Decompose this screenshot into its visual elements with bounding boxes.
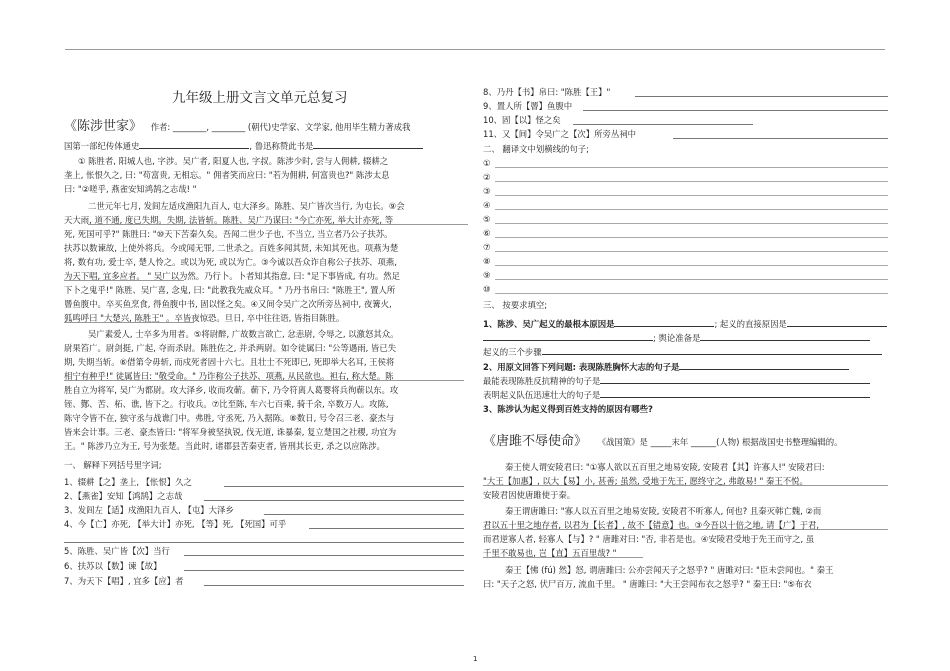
translation-line[interactable]: [495, 181, 888, 182]
answer-blank[interactable]: [787, 318, 887, 327]
translation-line[interactable]: [495, 195, 888, 196]
translation-line[interactable]: [495, 223, 888, 224]
section-title-chenshe: 《陈涉世家》: [64, 119, 143, 134]
tangju-paragraph-3-line: 秦王【怫 (fú) 然】怒, 谓唐雎曰: 公亦尝闻天子之怒乎? " 唐雎对曰: "臣未尝闻也。" 秦王: [505, 565, 834, 575]
section-title-tangju: 《唐雎不辱使命》: [483, 434, 588, 449]
vocab-question: 4、今【亡】亦死, 【举大计】亦死, 【等】死, 【死国】可乎: [64, 519, 287, 529]
sentence-underline: [64, 280, 184, 281]
tangju-paragraph-1-line: 秦王使人谓安陵君曰: "①寡人欲以五百里之地易安陵, 安陵君【其】许寡人!" 安陵君曰:: [505, 462, 825, 472]
answer-line[interactable]: [573, 124, 753, 125]
translation-line[interactable]: [495, 167, 888, 168]
sentence-underline: [483, 485, 888, 486]
sentence-underline: [64, 322, 194, 323]
vocab-question: 2、【燕雀】安知【鸿鹄】之志哉: [64, 491, 183, 501]
translation-number: ⑧: [483, 256, 491, 266]
paragraph-3-line: 铚、酂、苦、柘、谯, 皆下之。行收兵。⑦比至陈, 车六七百乘, 骑千余, 卒数万人。攻陈,: [64, 399, 389, 409]
vocab-question: 11、又【间】令吴广之【次】所旁丛祠中: [483, 129, 637, 139]
tangju-paragraph-2-line: 千里不敢易也, 岂【直】五百里哉? ": [483, 548, 617, 558]
answer-line[interactable]: [309, 528, 464, 529]
answer-line[interactable]: [673, 138, 888, 139]
tangju-intro: 《战国策》是 _____末年 ______(人物) 根据战国史书整理编辑的。: [597, 437, 843, 447]
paragraph-2-line: 罾鱼腹中。卒买鱼烹食, 得鱼腹中书, 固以怪之矣。④又间令吴广之次所旁丛祠中, 夜篝火,: [64, 299, 392, 309]
page-number: 1: [473, 655, 478, 663]
answer-line[interactable]: [224, 486, 464, 487]
vocab-question: 7、为天下【唱】, 宜多【应】者: [64, 576, 184, 586]
fill-question-2: 2、用原文回答下列问题: 表现陈胜胸怀大志的句子是: [483, 361, 849, 373]
page-top-rule: [65, 49, 885, 50]
paragraph-2-line: 为天下唱, 宜多应者。 " 吴广以为然。乃行卜。卜者知其指意, 曰: "足下事皆成, 有功。然足: [64, 271, 400, 281]
paragraph-1-line: 曰: "②嗟乎, 燕雀安知鸿鹄之志哉! ": [64, 184, 197, 194]
fill-question-2: 最能表现陈胜反抗精神的句子是: [483, 375, 870, 387]
fill-question-1: 1、陈涉、吴广起义的最根本原因是 ; 起义的直接原因是: [483, 318, 887, 330]
paragraph-3-line: 王。" 陈涉乃立为王, 号为张楚。当此时, 诸郡县苦秦吏者, 皆刑其长吏, 杀之以应陈涉。: [64, 441, 385, 451]
translation-number: ④: [483, 200, 491, 210]
section3-heading: 三、 按要求填空;: [483, 300, 548, 310]
answer-blank[interactable]: [600, 389, 870, 398]
answer-blank[interactable]: [614, 318, 714, 327]
translation-number: ⑩: [483, 284, 491, 294]
sentence-underline: [483, 529, 888, 530]
tangju-paragraph-2-line: 而君逆寡人者, 轻寡人【与】? " 唐雎对曰: "否, 非若是也。④安陵君受地于先王而守之, 虽: [483, 534, 815, 544]
answer-blank[interactable]: [483, 332, 653, 341]
sentence-underline: [64, 380, 464, 381]
page-title: 九年级上册文言文单元总复习: [172, 90, 348, 106]
paragraph-3-line: 吴广素爱人, 士卒多为用者。⑤将尉醉, 广故数言欲亡, 忿恚尉, 令辱之, 以激怒其众。: [88, 329, 399, 339]
tangju-paragraph-2-line: 君以五十里之地存者, 以君为【长者】, 故不【错意】也。③今吾以十倍之地, 请【广】于君,: [483, 520, 820, 530]
translation-line[interactable]: [495, 265, 888, 266]
answer-blank[interactable]: [679, 361, 849, 370]
paragraph-3-line: 相宁有种乎!" 徒属皆曰: "敬受命。" 乃诈称公子扶苏、项燕, 从民欲也。袒右, 称大楚。陈: [64, 371, 394, 381]
section2-heading: 二、 翻译文中划横线的句子;: [483, 144, 589, 154]
sentence-underline: [483, 557, 643, 558]
answer-line[interactable]: [184, 555, 464, 556]
vocab-question: 1、辍耕【之】垄上, 【怅恨】久之: [64, 477, 192, 487]
tangju-heading: [483, 436, 843, 448]
paragraph-3-line: 期, 失期当斩。⑥借第令毋斩, 而戍死者固十六七。且壮士不死即已, 死即举大名耳, 王侯将: [64, 357, 395, 367]
fill-question-1: 起义的三个步骤: [483, 346, 882, 358]
translation-line[interactable]: [495, 279, 888, 280]
section1-question-heading: 一、 解释下列括号里字词;: [64, 460, 162, 470]
answer-line[interactable]: [264, 514, 464, 515]
fill-question-2: 表明起义队伍迅速壮大的句子是: [483, 389, 870, 401]
author-line-2: 国第一部纪传体通史 , 鲁迅称赞此书是: [64, 140, 423, 152]
paragraph-3-line: 尉果笞广。尉剑挺, 广起, 夺而杀尉。陈胜佐之, 并杀两尉。如令徒属曰: "公等遇雨, 皆已失: [64, 343, 397, 353]
answer-blank[interactable]: [600, 375, 870, 384]
translation-number: ⑨: [483, 270, 491, 280]
translation-line[interactable]: [495, 251, 888, 252]
paragraph-2-line: 天大雨, 道不通, 度已失期。失期, 法皆斩。陈胜、吴广乃谋曰: "今亡亦死, 举大计亦死, 等: [64, 215, 394, 225]
answer-blank[interactable]: [542, 346, 882, 355]
tangju-paragraph-1-line: 安陵君因使唐雎使于秦。: [483, 490, 576, 500]
translation-number: ⑦: [483, 242, 491, 252]
vocab-question: 8、乃丹【书】帛曰: "陈胜【王】": [483, 87, 611, 97]
tangju-paragraph-2-line: 秦王谓唐雎曰: "寡人以五百里之地易安陵, 安陵君不听寡人, 何也? 且秦灭韩亡魏, ②而: [505, 506, 822, 516]
vocab-question: 6、扶苏以【数】谏【故】: [64, 561, 162, 571]
paragraph-3-line: 胜自立为将军, 吴广为都尉。攻大泽乡, 收而攻蕲。蕲下, 乃令符离人葛婴将兵徇蕲以东。攻: [64, 385, 399, 395]
answer-blank[interactable]: [313, 140, 423, 149]
sentence-underline: [88, 224, 468, 225]
paragraph-2-line: 二世元年七月, 发闾左适戍渔阳九百人, 屯大泽乡。陈胜、吴广皆次当行, 为屯长。⑨会: [88, 201, 405, 211]
paragraph-2-line: 扶苏以数谏故, 上使外将兵。今或闻无罪, 二世杀之。百姓多闻其贤, 未知其死也。项燕为楚: [64, 243, 399, 253]
translation-number: ⑤: [483, 214, 491, 224]
fill-question-3: 3、陈涉认为起义得到百姓支持的原因有哪些?: [483, 404, 653, 414]
paragraph-2-line: 将, 数有功, 爱士卒, 楚人怜之。或以为死, 或以为亡。③今诚以吾众诈自称公子扶苏、项燕,: [64, 257, 397, 267]
translation-number: ①: [483, 158, 491, 168]
vocab-question: 9、置人所【罾】鱼腹中: [483, 101, 573, 111]
vocab-question: 10、固【以】怪之矣: [483, 115, 561, 125]
answer-line[interactable]: [204, 500, 464, 501]
translation-line[interactable]: [495, 293, 888, 294]
answer-blank[interactable]: [139, 140, 249, 149]
paragraph-2-line: 下卜之鬼乎!" 陈胜、吴广喜, 念鬼, 曰: "此教我先威众耳。" 乃丹书帛曰: "陈胜王", 置人所: [64, 285, 396, 295]
translation-line[interactable]: [495, 237, 888, 238]
paragraph-3-line: 陈守令皆不在, 独守丞与战谯门中。弗胜, 守丞死, 乃入据陈。⑧数日, 号令召三老、豪杰与: [64, 413, 395, 423]
vocab-question: 5、陈胜、吴广皆【次】当行: [64, 546, 170, 556]
answer-line[interactable]: [204, 585, 464, 586]
tangju-paragraph-1-line: "大王【加惠】, 以大【易】小, 甚善; 虽然, 受地于先王, 愿终守之, 弗敢易! " 秦王不悦。: [483, 476, 808, 486]
author-line: [64, 121, 411, 133]
paragraph-1-line: 垄上, 怅恨久之, 曰: "苟富贵, 无相忘。" 佣者笑而应曰: "若为佣耕, 何富贵也?" 陈涉太息: [64, 170, 390, 180]
answer-blank[interactable]: [700, 332, 870, 341]
translation-number: ⑥: [483, 228, 491, 238]
paragraph-2-line: 死, 死国可乎?" 陈胜曰: "⑩天下苦秦久矣。吾闻二世少子也, 不当立, 当立者乃公子扶苏。: [64, 229, 393, 239]
answer-line[interactable]: [184, 570, 464, 571]
translation-number: ③: [483, 186, 491, 196]
paragraph-3-line: 皆来会计事。三老、豪杰皆曰: "将军身被坚执锐, 伐无道, 诛暴秦, 复立楚国之社稷, 功宜为: [64, 427, 397, 437]
tangju-paragraph-3-line: 曰: "天子之怒, 伏尸百万, 流血千里。 " 唐雎曰: "大王尝闻布衣之怒乎? " 秦王曰: "⑤布衣: [483, 579, 812, 589]
answer-line[interactable]: [635, 96, 888, 97]
paragraph-1-line: ① 陈胜者, 阳城人也, 字涉。吴广者, 阳夏人也, 字叔。陈涉少时, 尝与人佣耕, 辍耕之: [78, 156, 389, 166]
answer-line[interactable]: [64, 542, 464, 543]
fill-question-1: ; 舆论准备是: [483, 332, 870, 344]
vocab-question: 3、发闾左【适】戍渔阳九百人, 【屯】大泽乡: [64, 505, 234, 515]
translation-line[interactable]: [495, 209, 888, 210]
paragraph-2-line: 狐鸣呼曰 "大楚兴, 陈胜王" 。卒皆夜惊恐。旦日, 卒中往往语, 皆指目陈胜。: [64, 313, 345, 323]
author-question: 作者: ________, ________ (朝代)史学家、文学家, 他用毕生精力著成我: [150, 122, 411, 132]
answer-line[interactable]: [583, 110, 888, 111]
translation-number: ②: [483, 172, 491, 182]
